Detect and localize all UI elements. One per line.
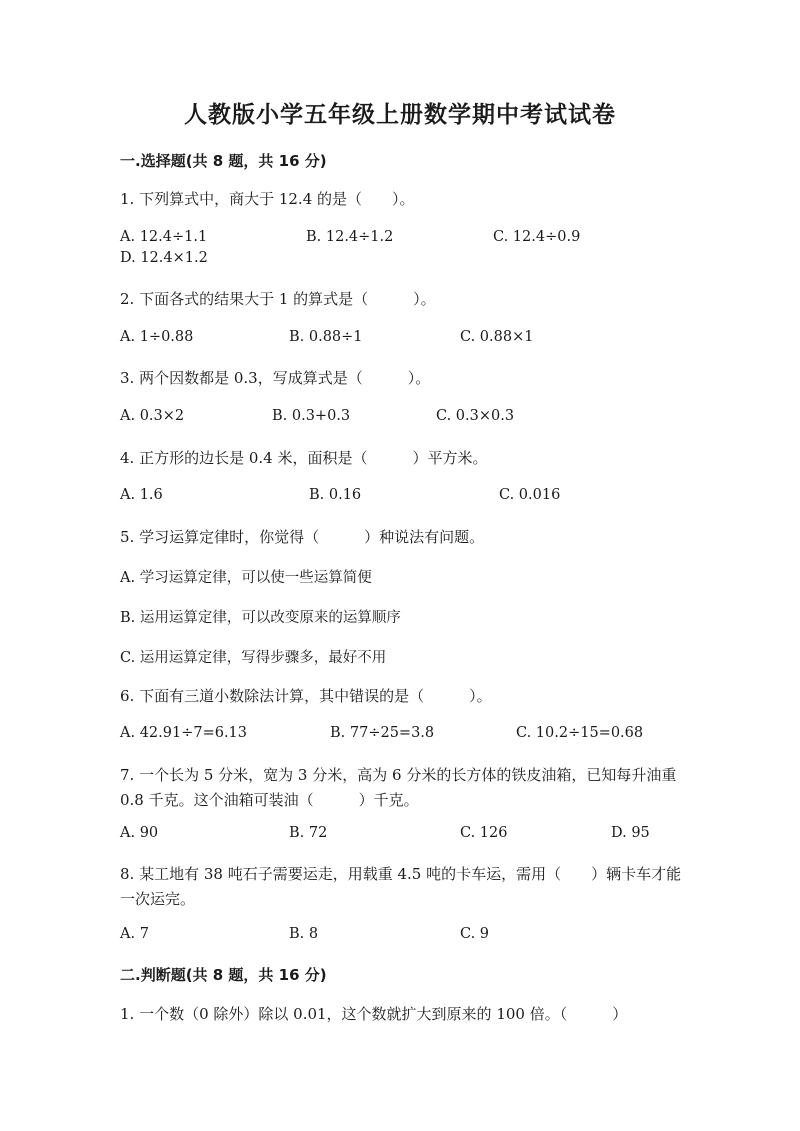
option-2a: A. 1÷0.88 xyxy=(120,329,194,345)
question-stem-1: 1. 下列算式中，商大于 12.4 的是（ ）。 xyxy=(120,190,415,208)
question-stem-5: 5. 学习运算定律时，你觉得（ ）种说法有问题。 xyxy=(120,528,485,546)
section-heading-judgement: 二.判断题(共 8 题，共 16 分) xyxy=(120,966,327,984)
option-8b: B. 8 xyxy=(289,926,319,942)
option-6c: C. 10.2÷15=0.68 xyxy=(516,725,644,741)
option-7d: D. 95 xyxy=(611,825,650,841)
question-stem-2: 2. 下面各式的结果大于 1 的算式是（ ）。 xyxy=(120,290,436,308)
question-stem-7: 7. 一个长为 5 分米，宽为 3 分米，高为 6 分米的长方体的铁皮油箱，已知每升油重 0.8 千克。这个油箱可装油（ ）千克。 xyxy=(120,766,677,809)
exam-title: 人教版小学五年级上册数学期中考试试卷 xyxy=(184,101,616,128)
option-7c: C. 126 xyxy=(460,825,508,841)
option-1b: B. 12.4÷1.2 xyxy=(306,229,394,245)
option-8a: A. 7 xyxy=(120,926,149,942)
option-3b: B. 0.3+0.3 xyxy=(272,408,351,424)
option-5c: C. 运用运算定律，写得步骤多，最好不用 xyxy=(120,650,387,666)
option-3c: C. 0.3×0.3 xyxy=(436,408,515,424)
section-heading-choice: 一.选择题(共 8 题，共 16 分) xyxy=(120,152,327,170)
option-2b: B. 0.88÷1 xyxy=(289,329,363,345)
question-stem-3: 3. 两个因数都是 0.3，写成算式是（ ）。 xyxy=(120,369,431,387)
option-7a: A. 90 xyxy=(120,825,159,841)
option-2c: C. 0.88×1 xyxy=(460,329,534,345)
option-6b: B. 77÷25=3.8 xyxy=(330,725,435,741)
option-1a: A. 12.4÷1.1 xyxy=(120,229,208,245)
question-stem-4: 4. 正方形的边长是 0.4 米，面积是（ ）平方米。 xyxy=(120,449,488,467)
question-stem-8: 8. 某工地有 38 吨石子需要运走，用载重 4.5 吨的卡车运，需用（ ）辆卡车才能一次运完。 xyxy=(120,865,682,908)
option-6a: A. 42.91÷7=6.13 xyxy=(120,725,248,741)
option-5b: B. 运用运算定律，可以改变原来的运算顺序 xyxy=(120,610,401,626)
judgement-stem-1: 1. 一个数（0 除外）除以 0.01，这个数就扩大到原来的 100 倍。（ ） xyxy=(120,1005,628,1023)
option-1d: D. 12.4×1.2 xyxy=(120,250,208,266)
option-8c: C. 9 xyxy=(460,926,490,942)
option-5a: A. 学习运算定律，可以使一些运算简便 xyxy=(120,570,372,586)
option-3a: A. 0.3×2 xyxy=(120,408,185,424)
option-4c: C. 0.016 xyxy=(499,487,561,503)
option-4a: A. 1.6 xyxy=(120,487,163,503)
option-4b: B. 0.16 xyxy=(309,487,362,503)
option-7b: B. 72 xyxy=(289,825,328,841)
option-1c: C. 12.4÷0.9 xyxy=(493,229,581,245)
question-stem-6: 6. 下面有三道小数除法计算，其中错误的是（ ）。 xyxy=(120,687,492,705)
